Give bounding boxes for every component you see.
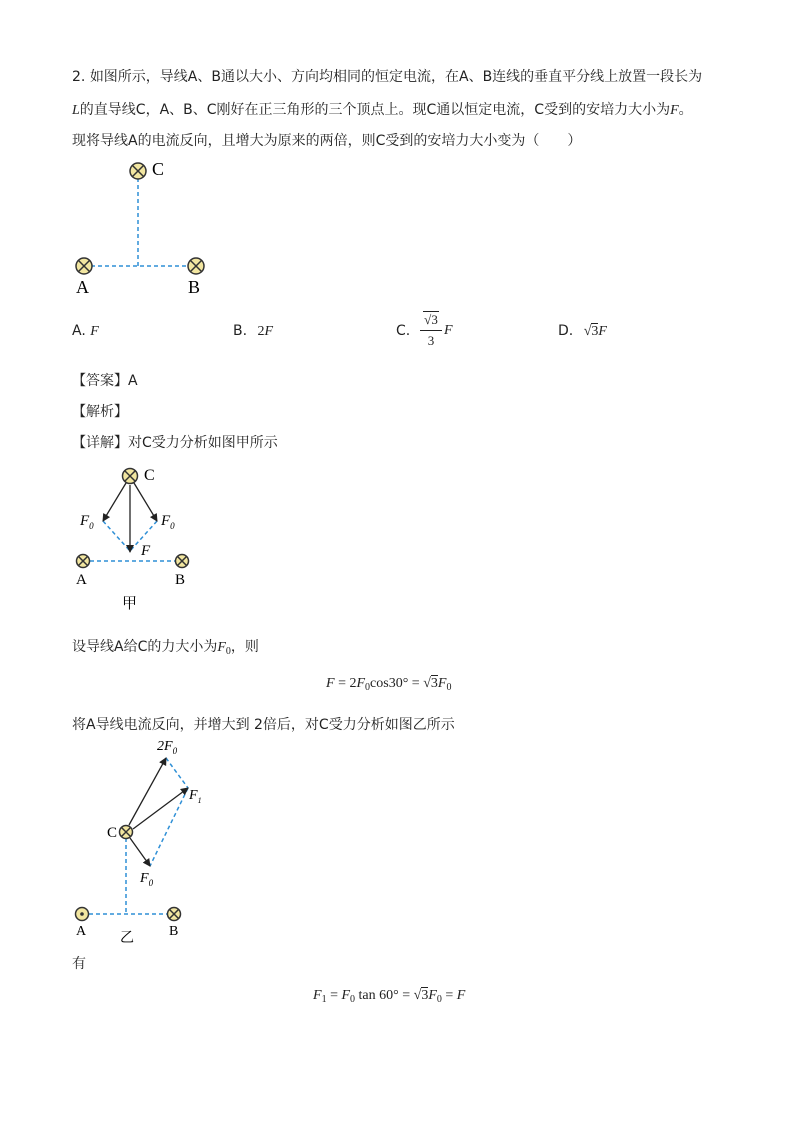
eq1-f0b-sub: 0: [446, 682, 452, 693]
label-2f0: $2F_0$: [157, 739, 178, 756]
label-c: C: [152, 159, 165, 179]
label-f: F: [141, 543, 151, 559]
eq2-part1: =: [326, 988, 342, 1003]
label-a: A: [76, 572, 87, 588]
step-3: 有: [72, 956, 86, 972]
eq1-part2: =: [408, 676, 424, 691]
option-b-var: F: [264, 324, 274, 339]
analysis-tag: 【解析】: [72, 404, 128, 420]
option-d[interactable]: D. √3F: [558, 323, 607, 339]
force-2f0-arrow: [129, 758, 166, 825]
label-b: B: [175, 572, 186, 588]
step-1-var: F: [217, 640, 226, 655]
question-line-3: 现将导线A的电流反向，且增大为原来的两倍，则C受到的安培力大小变为（ ）: [72, 133, 582, 149]
label-a: A: [76, 277, 89, 297]
length-var: L: [72, 103, 80, 118]
eq1-f0-sub: 0: [365, 682, 371, 693]
period: 。: [678, 102, 693, 118]
wire-b-into-page-icon: [168, 908, 181, 921]
label-f0-right: $F_0$: [161, 513, 175, 531]
figure-1: [60, 152, 230, 302]
label-f0: $F_0$: [140, 871, 154, 888]
question-line-2-text: 的直导线C，A、B、C刚好在正三角形的三个顶点上。现C通以恒定电流，C受到的安培力大小为: [79, 102, 671, 118]
wire-c-into-page-icon: [120, 826, 133, 839]
label-b: B: [188, 277, 201, 297]
option-a[interactable]: [72, 323, 99, 340]
eq2-f0b: F: [428, 988, 437, 1003]
parallelogram-dash-left: [103, 521, 130, 551]
force-var: F: [670, 103, 679, 118]
eq2-f0: F: [341, 988, 351, 1003]
wire-a-into-page-icon: [76, 258, 92, 274]
option-c-label: C.: [396, 323, 411, 339]
wire-a-into-page-icon: [77, 555, 90, 568]
eq2-trig: tan 60° =: [355, 988, 414, 1003]
wire-c-into-page-icon: [123, 469, 138, 484]
option-d-radicand: 3: [591, 324, 599, 339]
detail-tag: 【详解】: [72, 435, 128, 451]
eq1-f0: F: [356, 676, 366, 691]
detail-text: 对C受力分析如图甲所示: [128, 435, 278, 451]
eq2-radicand: 3: [421, 988, 429, 1003]
eq2-f1-sub: 1: [321, 994, 327, 1005]
option-a-label: A.: [72, 323, 86, 339]
wire-a-out-of-page-icon: [76, 908, 89, 921]
question-line-1-text: 如图所示，导线A、B通以大小、方向均相同的恒定电流，在A、B连线的垂直平分线上放置一段长为: [89, 69, 703, 85]
answer-tag: 【答案】: [72, 373, 128, 389]
equation-1: $F = 2F_0\cos 30^\circ = √3F_0$: [326, 676, 452, 693]
eq1-part1: = 2: [334, 676, 357, 691]
option-c-num-value: 3: [431, 312, 438, 327]
parallelogram-dash-right: [150, 788, 188, 866]
parallelogram-dash-top: [166, 758, 188, 788]
figure-caption-jia: 甲: [122, 596, 138, 612]
option-b-label: B.: [233, 323, 248, 339]
figure-2: [60, 458, 220, 618]
force-f0-right-arrow: [134, 483, 157, 521]
option-b-coef: 2: [257, 324, 265, 339]
option-c-denominator: 3: [427, 333, 435, 348]
question-number: 2.: [72, 69, 86, 85]
step-2: 将A导线电流反向，并增大到 2倍后，对C受力分析如图乙所示: [72, 717, 455, 733]
label-f0-left: $F_0$: [80, 513, 94, 531]
eq2-f0b-sub: 0: [436, 994, 442, 1005]
eq2-f: F: [456, 988, 466, 1003]
option-d-var: F: [598, 324, 607, 339]
wire-c-into-page-icon: [130, 163, 146, 179]
question-line-2: [72, 99, 693, 119]
eq2-part2: =: [441, 988, 457, 1003]
step-1-text: 设导线A给C的力大小为: [72, 639, 218, 655]
eq1-trig: cos30°: [370, 676, 409, 691]
step-1-tail: ，则: [230, 639, 259, 655]
step-1: [72, 636, 259, 657]
option-a-value: F: [90, 324, 99, 339]
label-b: B: [169, 924, 179, 939]
option-b[interactable]: [233, 323, 273, 340]
eq2-f1: F: [313, 988, 322, 1003]
label-a: A: [76, 924, 87, 939]
label-f1: $F_1$: [189, 788, 202, 805]
answer-value: A: [128, 373, 138, 389]
step-1-sub: 0: [225, 646, 231, 657]
eq1-lhs: F: [326, 676, 335, 691]
wire-b-into-page-icon: [176, 555, 189, 568]
label-c: C: [107, 825, 118, 841]
question-line-1: [72, 66, 702, 86]
fraction-bar: [420, 330, 442, 331]
equation-2: $F_1 = F_0$ $\tan 60^\circ = √3F_0 = F$: [313, 988, 466, 1005]
option-c-var: F: [444, 323, 453, 338]
figure-3: [60, 732, 230, 944]
option-d-label: D.: [558, 323, 574, 339]
force-f0-arrow: [130, 838, 150, 866]
option-c-numerator: √3: [424, 312, 438, 327]
answer-line: [72, 370, 138, 390]
detail-line: [72, 432, 278, 452]
eq2-f0-sub: 0: [350, 994, 356, 1005]
wire-b-into-page-icon: [188, 258, 204, 274]
label-c: C: [144, 467, 155, 484]
force-f1-arrow: [133, 788, 188, 829]
figure-caption-yi: 乙: [120, 931, 134, 946]
eq1-f0b: F: [437, 676, 447, 691]
eq1-radicand: 3: [430, 676, 438, 691]
force-f0-left-arrow: [103, 483, 126, 521]
